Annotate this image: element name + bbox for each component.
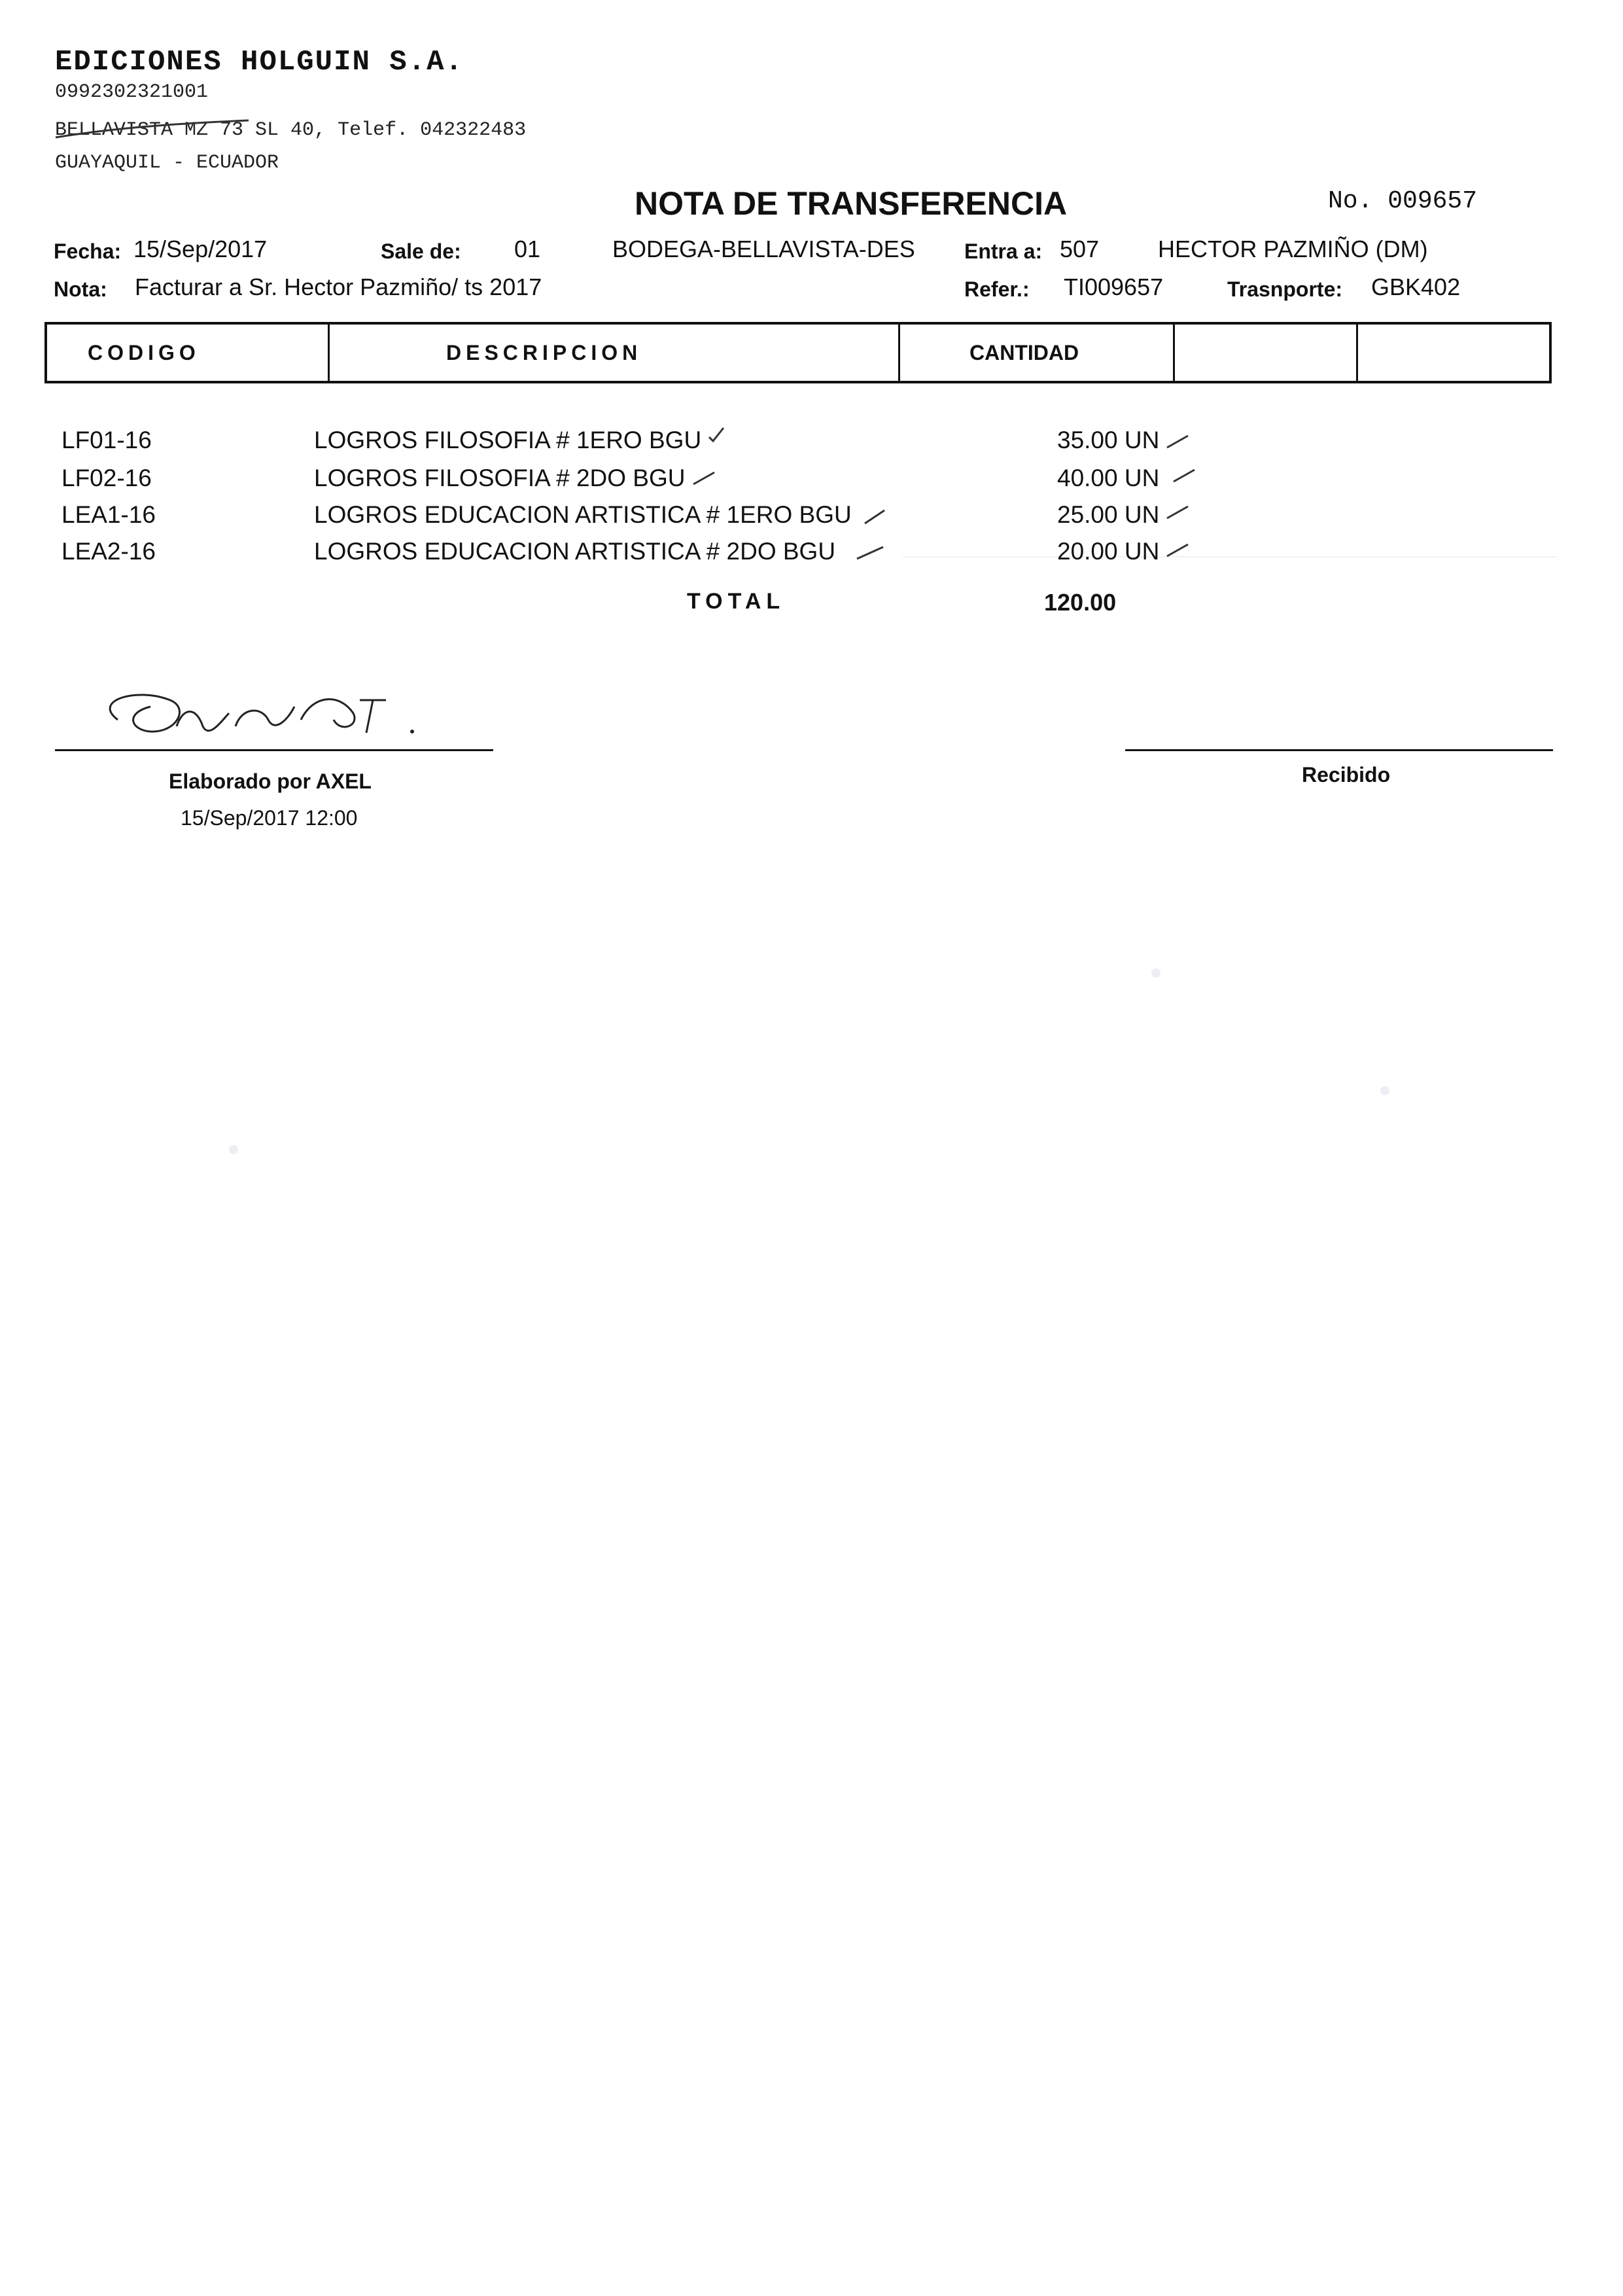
header-cantidad-label: CANTIDAD [969,340,1079,364]
company-ruc: 0992302321001 [55,81,209,103]
items-table-header [44,322,1552,383]
total-value: 120.00 [1044,589,1117,616]
row-cantidad: 20.00 UN [1057,538,1160,565]
company-name: EDICIONES HOLGUIN S.A. [55,46,464,79]
sale-code: 01 [514,236,541,262]
recibido-signature-line [1125,749,1553,751]
handwritten-signature [79,680,445,759]
header-cantidad [900,325,1175,381]
row-cantidad: 35.00 UN [1057,427,1160,453]
check-mark-icon [862,506,888,526]
scan-speck [1380,1086,1389,1095]
check-mark-icon [707,425,726,445]
header-blank-2 [1358,325,1549,381]
row-codigo: LF02-16 [61,465,152,491]
address-pen-stroke [52,118,262,144]
entra-label: Entra a: [964,239,1043,263]
company-city: GUAYAQUIL - ECUADOR [55,152,279,174]
row-codigo: LEA2-16 [61,538,156,565]
fecha-label: Fecha: [54,239,122,263]
check-mark-icon [1164,540,1191,560]
sale-name: BODEGA-BELLAVISTA-DES [612,236,915,262]
check-mark-icon [1171,466,1197,486]
row-codigo: LEA1-16 [61,501,156,528]
header-descripcion [330,325,900,381]
row-cantidad: 40.00 UN [1057,465,1160,491]
refer-value: TI009657 [1064,274,1164,300]
nota-value: Facturar a Sr. Hector Pazmiño/ ts 2017 [135,274,542,300]
entra-name: HECTOR PAZMIÑO (DM) [1158,236,1428,262]
document-number: No. 009657 [1328,187,1478,215]
check-mark-icon [854,543,887,563]
header-blank-1 [1175,325,1358,381]
total-label: TOTAL [687,589,786,614]
transporte-label: Trasnporte: [1227,277,1343,301]
bleed-through-line [903,556,1557,557]
scan-speck [1151,968,1161,978]
row-cantidad: 25.00 UN [1057,501,1160,528]
nota-label: Nota: [54,277,107,301]
document-title: NOTA DE TRANSFERENCIA [635,185,1068,222]
row-descripcion: LOGROS EDUCACION ARTISTICA # 2DO BGU [314,538,836,565]
header-codigo [47,325,330,381]
header-codigo-label: CODIGO [88,340,200,364]
scan-speck [229,1145,238,1154]
elaborado-label: Elaborado por AXEL [169,769,372,793]
check-mark-icon [1164,432,1191,451]
header-descripcion-label: DESCRIPCION [446,340,642,364]
row-codigo: LF01-16 [61,427,152,453]
transporte-value: GBK402 [1371,274,1461,300]
elaborado-datetime: 15/Sep/2017 12:00 [181,806,358,830]
recibido-label: Recibido [1302,763,1391,786]
fecha-value: 15/Sep/2017 [133,236,268,262]
check-mark-icon [691,468,717,488]
row-descripcion: LOGROS EDUCACION ARTISTICA # 1ERO BGU [314,501,852,528]
elaborado-signature-line [55,749,493,751]
refer-label: Refer.: [964,277,1030,301]
check-mark-icon [1164,503,1191,522]
sale-label: Sale de: [381,239,461,263]
row-descripcion: LOGROS FILOSOFIA # 2DO BGU [314,465,686,491]
company-address: BELLAVISTA MZ 73 SL 40, Telef. 042322483 [55,119,527,141]
row-descripcion: LOGROS FILOSOFIA # 1ERO BGU [314,427,702,453]
entra-code: 507 [1060,236,1100,262]
